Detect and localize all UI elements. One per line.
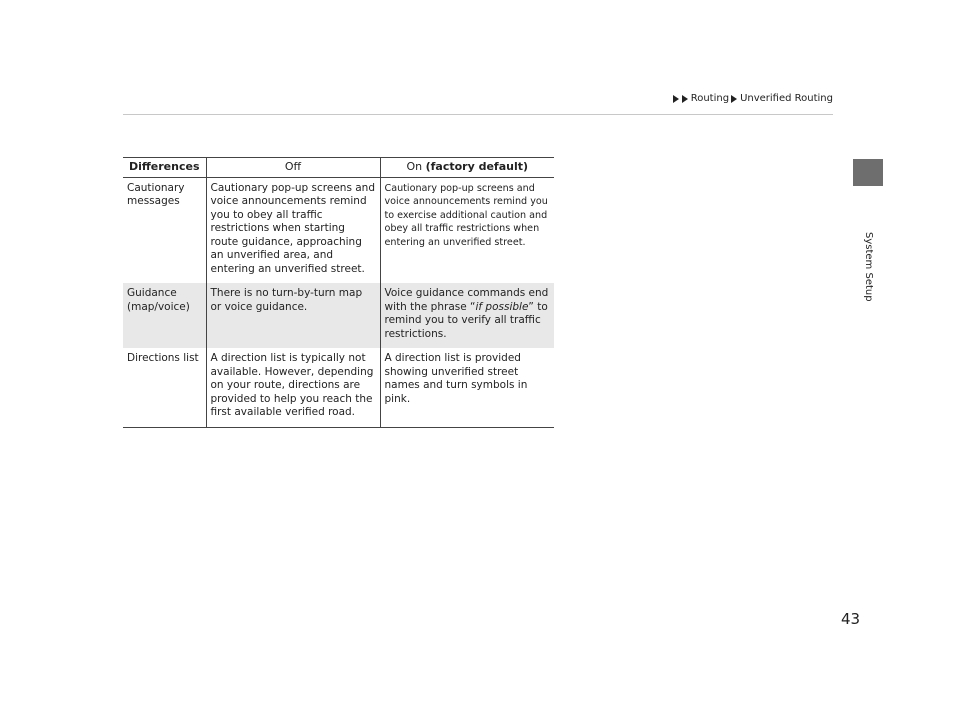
breadcrumb-item-routing[interactable]: Routing (690, 93, 730, 104)
section-label: System Setup (863, 232, 874, 302)
cell-on: Cautionary pop-up screens and voice announcements remind you to exercise additional caution and obey all traffic restrictions when entering an unverified street. (380, 177, 554, 283)
cell-on: A direction list is provided showing unverified street names and turn symbols in pink. (380, 348, 554, 427)
cell-on (380, 283, 554, 348)
cell-off: Cautionary pop-up screens and voice announcements remind you to obey all traffic restrictions when starting route guidance, approaching an unverified area, and entering an unverified street. (206, 177, 380, 283)
table-row (123, 177, 554, 283)
arrow-right-icon (731, 95, 737, 103)
cell-on-text-end: ” to remind you to verify all traffic restrictions. (384, 300, 548, 340)
table-row (123, 348, 554, 427)
header-divider (123, 114, 833, 115)
row-label: Directions list (123, 348, 206, 427)
differences-table (123, 157, 554, 428)
row-label: Guidance (map/voice) (123, 283, 206, 348)
cell-off: A direction list is typically not available. However, depending on your route, directions are provided to help you reach the first available verified road. (206, 348, 380, 427)
header-on (380, 158, 554, 178)
header-factory-default: (factory default) (425, 160, 529, 173)
header-differences: Differences (123, 158, 206, 178)
header-off: Off (206, 158, 380, 178)
cell-on-italic: if possible (475, 300, 529, 313)
section-tab-marker (853, 159, 883, 186)
arrow-right-icon (673, 95, 679, 103)
cell-off: There is no turn-by-turn map or voice guidance. (206, 283, 380, 348)
row-label: Cautionary messages (127, 181, 185, 207)
header-on-label: On (406, 160, 426, 173)
table-header-row (123, 158, 554, 178)
arrow-right-icon (682, 95, 688, 103)
cell-on-text: Voice guidance commands end with the phrase “ (384, 287, 549, 313)
breadcrumb-item-unverified-routing[interactable]: Unverified Routing (740, 93, 833, 104)
page-number: 43 (841, 610, 861, 628)
breadcrumb (673, 93, 833, 104)
table-row (123, 283, 554, 348)
